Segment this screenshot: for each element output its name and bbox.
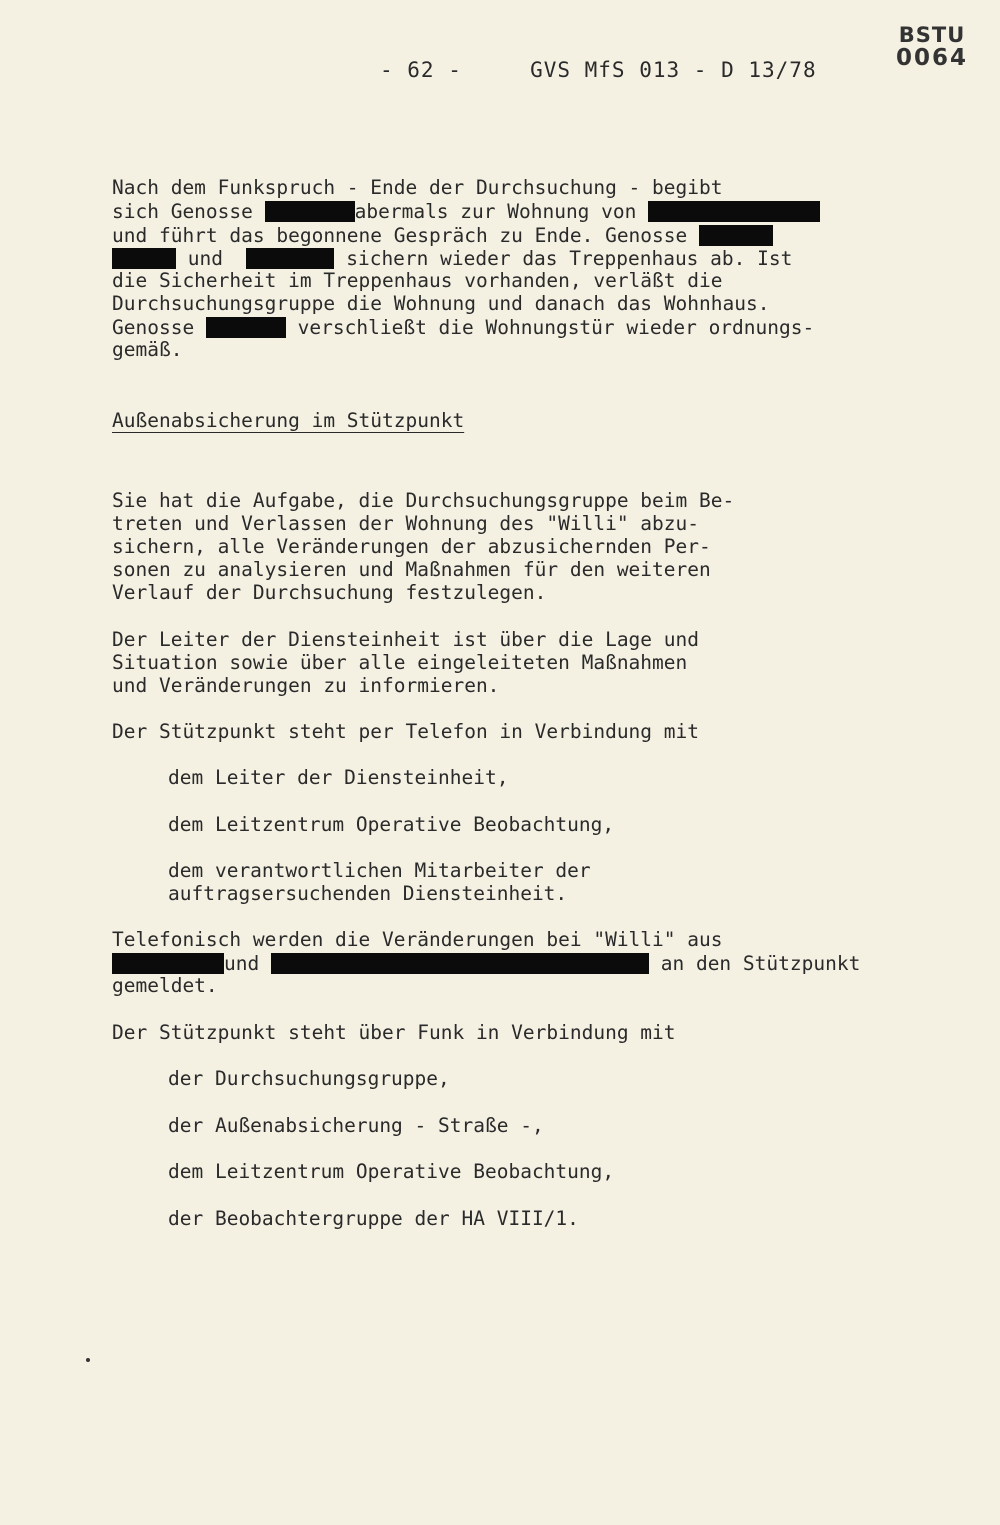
- redaction-bar: [699, 225, 773, 246]
- text-line: Der Stützpunkt steht per Telefon in Verbindung mit: [112, 720, 699, 743]
- list-item: dem Leitzentrum Operative Beobachtung,: [168, 1160, 615, 1183]
- text-span: verschließt die Wohnungstür wieder ordnungs-: [297, 316, 815, 339]
- page-number: - 62 -: [380, 58, 462, 82]
- text-line: sonen zu analysieren und Maßnahmen für den weiteren: [112, 558, 711, 581]
- text-line: treten und Verlassen der Wohnung des "Willi" abzu-: [112, 512, 699, 535]
- list-item: der Durchsuchungsgruppe,: [168, 1067, 450, 1090]
- stamp-number: 0064: [896, 45, 969, 72]
- text-line: Verlauf der Durchsuchung festzulegen.: [112, 581, 547, 604]
- text-line: [112, 201, 820, 222]
- text-span: und führt das begonnene Gespräch zu Ende. Genosse: [112, 224, 688, 247]
- archive-stamp: [896, 24, 968, 70]
- ink-speck: [86, 1358, 90, 1362]
- text-line: Situation sowie über alle eingeleiteten Maßnahmen: [112, 651, 688, 674]
- text-span: und: [224, 952, 260, 975]
- text-span: an den Stützpunkt: [660, 952, 861, 975]
- text-span: und: [187, 247, 223, 270]
- text-line: Durchsuchungsgruppe die Wohnung und danach das Wohnhaus.: [112, 292, 770, 315]
- text-line: Sie hat die Aufgabe, die Durchsuchungsgruppe beim Be-: [112, 489, 735, 512]
- text-line: gemäß.: [112, 338, 183, 361]
- text-line: Telefonisch werden die Veränderungen bei "Willi" aus: [112, 928, 723, 951]
- text-span: sichern wieder das Treppenhaus ab. Ist: [346, 247, 793, 270]
- list-item: dem Leiter der Diensteinheit,: [168, 766, 509, 789]
- stamp-org: BSTU: [898, 23, 966, 47]
- text-line: die Sicherheit im Treppenhaus vorhanden, verläßt die: [112, 269, 723, 292]
- redaction-bar: [112, 953, 224, 974]
- redaction-bar: [265, 201, 355, 222]
- redaction-bar: [271, 953, 649, 974]
- document-reference: GVS MfS 013 - D 13/78: [530, 58, 817, 82]
- page-header: [380, 58, 817, 82]
- section-heading: Außenabsicherung im Stützpunkt: [112, 409, 465, 432]
- redaction-bar: [206, 317, 286, 338]
- redaction-bar: [246, 248, 334, 269]
- redaction-bar: [112, 248, 176, 269]
- text-line: Nach dem Funkspruch - Ende der Durchsuchung - begibt: [112, 176, 723, 199]
- list-item: der Außenabsicherung - Straße -,: [168, 1114, 544, 1137]
- text-line: sichern, alle Veränderungen der abzusichernden Per-: [112, 535, 711, 558]
- text-line: [112, 953, 860, 974]
- list-item: der Beobachtergruppe der HA VIII/1.: [168, 1207, 579, 1230]
- text-line: Der Leiter der Diensteinheit ist über die Lage und: [112, 628, 699, 651]
- text-span: Genosse: [112, 316, 206, 339]
- list-item: dem verantwortlichen Mitarbeiter der: [168, 859, 591, 882]
- text-line: [112, 317, 814, 338]
- text-line: gemeldet.: [112, 974, 218, 997]
- list-item: auftragsersuchenden Diensteinheit.: [168, 882, 568, 905]
- text-line: Der Stützpunkt steht über Funk in Verbindung mit: [112, 1021, 676, 1044]
- text-line: [112, 248, 792, 269]
- text-span: abermals zur Wohnung von: [354, 200, 637, 223]
- redaction-bar: [648, 201, 820, 222]
- text-span: sich Genosse: [112, 200, 265, 223]
- text-line: und Veränderungen zu informieren.: [112, 674, 500, 697]
- text-line: [112, 225, 773, 246]
- list-item: dem Leitzentrum Operative Beobachtung,: [168, 813, 615, 836]
